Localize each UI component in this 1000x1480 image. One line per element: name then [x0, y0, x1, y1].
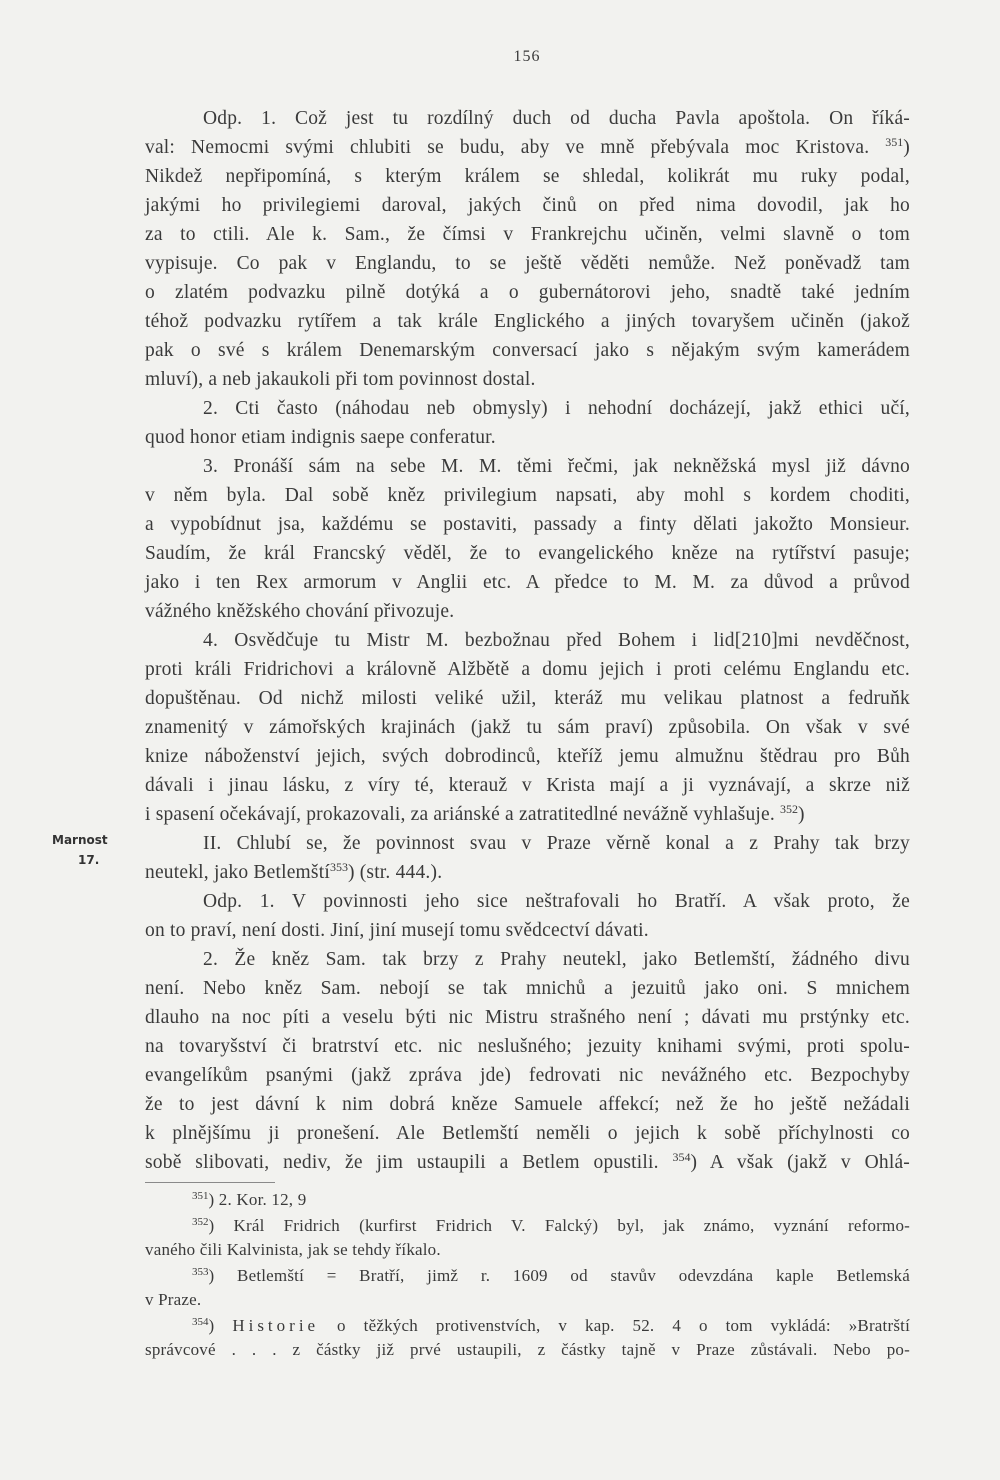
- text-line: téhož podvazku rytířem a tak krále Englického a jiných tovaryšem učiněn (jakož: [145, 311, 910, 332]
- text-segment: val: Nemocmi svými chlubiti se budu, aby ve mně přebývala moc Kristova.: [145, 137, 886, 158]
- text-line: Nikdež nepřipomíná, s kterým králem se shledal, kolikrát mu ruky podal,: [145, 166, 910, 187]
- text-line: II. Chlubí se, že povinnost svau v Praze věrně konal a z Prahy tak brzy: [203, 833, 910, 854]
- main-text: [145, 104, 910, 1177]
- text-line: [145, 800, 910, 829]
- text-segment: i spasení očekávají, prokazovali, za ariánské a zatratitedlné nevážně vyhlašuje.: [145, 804, 781, 825]
- text-segment: ) Betlemští = Bratří, jimž r. 1609 od stavův odevzdána kaple Betlemská: [208, 1266, 910, 1285]
- text-line: on to praví, není dosti. Jiní, jiní musejí tomu svědcectví dávati.: [145, 920, 649, 941]
- text-line: [145, 1214, 910, 1238]
- text-line: Odp. 1. V povinnosti jeho sice neštrafovali ho Bratří. A však proto, že: [203, 891, 910, 912]
- text-line: [145, 1264, 910, 1288]
- text-line: dlauho na noc píti a veselu býti nic Mistru strašného není ; dávati mu prstýnky etc.: [145, 1007, 910, 1028]
- footnote-marker: 351: [192, 1190, 209, 1202]
- text-line: že to jest dávní k nim dobrá kněze Samuele affekcí; než že ho ještě nežádali: [145, 1094, 910, 1115]
- text-line: 4. Osvědčuje tu Mistr M. bezbožnau před Bohem i lid[210]mi nevděčnost,: [203, 630, 910, 651]
- text-line: quod honor etiam indignis saepe conferatur.: [145, 427, 496, 448]
- text-line: k plnějšímu ji pronešení. Ale Betlemští neměli o jejich k sobě příchylnosti co: [145, 1123, 910, 1144]
- footnote: [145, 1264, 910, 1312]
- text-segment: ) A však (jakž v Ohlá-: [690, 1152, 910, 1173]
- text-segment: ): [798, 804, 805, 825]
- text-line: v něm byla. Dal sobě kněz privilegium napsati, aby mohl s kordem choditi,: [145, 485, 910, 506]
- footnote-rule: [145, 1182, 275, 1183]
- text-segment: ) 2. Kor. 12, 9: [208, 1190, 307, 1209]
- footnote: [145, 1314, 910, 1362]
- text-line: na tovaryšství či bratrství etc. nic neslušného; jezuity knihami svými, proti spolu-: [145, 1036, 910, 1057]
- text-line: znamenitý v zámořských krajinách (jakž tu sám praví) způsobila. On však v své: [145, 717, 910, 738]
- paragraph: [145, 394, 910, 452]
- footnote-marker: 352: [192, 1216, 209, 1228]
- margin-note-title: Marnost: [52, 833, 108, 847]
- text-line: Saudím, že král Francský věděl, že to evangelického kněze na rytířství pasuje;: [145, 543, 910, 564]
- footnote-marker: 354: [672, 1150, 691, 1164]
- text-line: dopuštěnau. Od nichž milosti veliké užil, kteráž mu velikau platnost a fedruňk: [145, 688, 910, 709]
- footnotes: [145, 1188, 910, 1362]
- footnote-marker: 352: [780, 802, 799, 816]
- paragraph: [145, 626, 910, 829]
- text-line: v Praze.: [145, 1290, 202, 1309]
- spaced-title: Historie: [232, 1316, 320, 1335]
- paragraph: [145, 829, 910, 887]
- text-segment: neutekl, jako Betlemští: [145, 862, 330, 883]
- text-line: vážného kněžského chování přivozuje.: [145, 601, 455, 622]
- text-line: a vypobídnut jsa, každému se postaviti, passady a finty dělati jakožto Monsieur.: [145, 514, 910, 535]
- text-line: za to ctili. Ale k. Sam., že čímsi v Frankrejchu učiněn, velmi slavně o tom: [145, 224, 910, 245]
- text-line: Odp. 1. Což jest tu rozdílný duch od ducha Pavla apoštola. On říká-: [203, 108, 910, 129]
- text-line: vaného čili Kalvinista, jak se tehdy říkalo.: [145, 1240, 441, 1259]
- margin-note: [52, 830, 132, 870]
- text-line: [145, 133, 910, 162]
- text-segment: ): [903, 137, 910, 158]
- text-line: mluví), a neb jakaukoli při tom povinnost dostal.: [145, 369, 536, 390]
- text-line: proti králi Fridrichovi a královně Alžbětě a domu jejich i proti celému Englandu etc.: [145, 659, 910, 680]
- text-line: [145, 1314, 910, 1338]
- paragraph: [145, 104, 910, 394]
- text-line: 3. Pronáší sám na sebe M. M. těmi řečmi, jak nekněžská mysl již dávno: [203, 456, 910, 477]
- text-line: pak o své s králem Denemarským conversací jako s nějakým svým kamerádem: [145, 340, 910, 361]
- text-segment: o těžkých protivenstvích, v kap. 52. 4 o tom vykládá: »Bratrští: [319, 1316, 910, 1335]
- text-segment: ): [208, 1316, 233, 1335]
- footnote-marker: 353: [329, 860, 348, 874]
- text-line: dávali i jinau lásku, z víry té, kterauž v Krista mají a ji vyznávají, a skrze niž: [145, 775, 910, 796]
- footnote: [145, 1188, 910, 1212]
- footnote-marker: 353: [192, 1266, 209, 1278]
- text-segment: sobě slibovati, nediv, že jim ustaupili a Betlem opustili.: [145, 1152, 673, 1173]
- text-segment: ) Král Fridrich (kurfirst Fridrich V. Falcký) byl, jak známo, vyznání reformo-: [208, 1216, 910, 1235]
- margin-note-number: 17.: [78, 853, 100, 867]
- text-line: vypisuje. Co pak v Englandu, to se ještě věděti nemůže. Než poněvadž tam: [145, 253, 910, 274]
- text-segment: ) (str. 444.).: [347, 862, 443, 883]
- footnote: [145, 1214, 910, 1262]
- text-line: evangelíkům psanými (jakž zpráva jde) fedrovati nic nevážného etc. Bezpochyby: [145, 1065, 910, 1086]
- page-number: 156: [513, 48, 541, 65]
- text-line: jakými ho privilegiemi daroval, jakých činů on před nima dovodil, jak ho: [145, 195, 910, 216]
- text-line: 2. Cti často (náhodau neb obmysly) i nehodní docházejí, jakž ethici učí,: [203, 398, 910, 419]
- text-line: správcové . . . z částky již prvé ustaupili, z částky tajně v Praze zůstávali. Nebo po-: [145, 1340, 910, 1359]
- text-line: [145, 858, 910, 887]
- text-line: jako i ten Rex armorum v Anglii etc. A předce to M. M. za důvod a průvod: [145, 572, 910, 593]
- paragraph: [145, 452, 910, 626]
- footnote-marker: 354: [192, 1316, 209, 1328]
- text-line: 2. Že kněz Sam. tak brzy z Prahy neutekl, jako Betlemští, žádného divu: [203, 949, 910, 970]
- text-line: není. Nebo kněz Sam. nebojí se tak mnichů a jezuitů jako oni. S mnichem: [145, 978, 910, 999]
- footnote-marker: 351: [885, 135, 904, 149]
- text-line: [145, 1148, 910, 1177]
- paragraph: [145, 887, 910, 945]
- text-line: knize náboženství jejich, svých dobrodinců, kteříž jemu almužnu štědrau pro Bůh: [145, 746, 910, 767]
- text-line: [145, 1188, 910, 1212]
- text-line: o zlatém podvazku pilně dotýká a o gubernátorovi jeho, snadtě také jedním: [145, 282, 910, 303]
- paragraph: [145, 945, 910, 1177]
